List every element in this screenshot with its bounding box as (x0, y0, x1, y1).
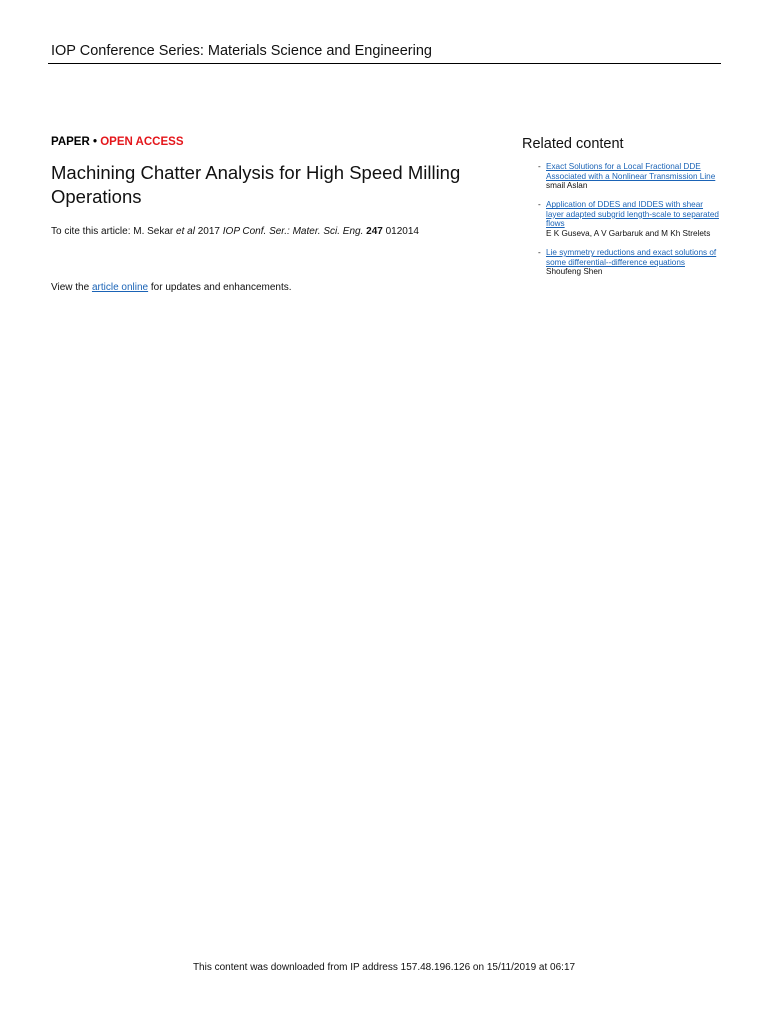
citation-journal: IOP Conf. Ser.: Mater. Sci. Eng. (222, 226, 364, 237)
citation (51, 226, 419, 237)
journal-header: IOP Conference Series: Materials Science and Engineering (51, 43, 432, 59)
download-footer: This content was downloaded from IP address 157.48.196.126 on 15/11/2019 at 06:17 (192, 962, 576, 973)
related-article-link[interactable]: Exact Solutions for a Local Fractional DDE Associated with a Nonlinear Transmission Line (546, 162, 716, 181)
related-content-heading: Related content (522, 136, 624, 152)
header-divider (48, 63, 721, 64)
view-prefix: View the (51, 282, 92, 293)
citation-et-al: et al (176, 226, 195, 237)
related-authors: E K Guseva, A V Garbaruk and M Kh Strelets (546, 229, 711, 239)
open-access-label: OPEN ACCESS (100, 136, 184, 148)
related-item (538, 200, 723, 238)
related-authors: Shoufeng Shen (546, 267, 603, 277)
citation-prefix: To cite this article: M. Sekar (51, 226, 177, 237)
article-online-link[interactable]: article online (91, 282, 149, 293)
list-dash: - (538, 248, 541, 258)
citation-volume: 247 (366, 226, 383, 237)
citation-article-number: 012014 (382, 226, 419, 237)
paper-type-label: PAPER (51, 136, 90, 148)
related-content-list (538, 162, 723, 286)
related-article-link[interactable]: Lie symmetry reductions and exact solutions of some differential--difference equations (546, 248, 717, 267)
paper-label (51, 136, 184, 148)
list-dash: - (538, 162, 541, 171)
label-separator: • (89, 136, 101, 148)
related-item (538, 248, 723, 277)
citation-year: 2017 (194, 226, 223, 237)
view-online (51, 282, 292, 293)
article-title: Machining Chatter Analysis for High Speed Milling Operations (51, 162, 461, 207)
list-dash: - (538, 200, 541, 210)
related-authors: smail Aslan (546, 181, 588, 191)
view-suffix: for updates and enhancements. (148, 282, 292, 293)
related-article-link[interactable]: Application of DDES and IDDES with shear layer adapted subgrid length-scale to separated flows (546, 200, 719, 229)
related-item (538, 162, 723, 191)
